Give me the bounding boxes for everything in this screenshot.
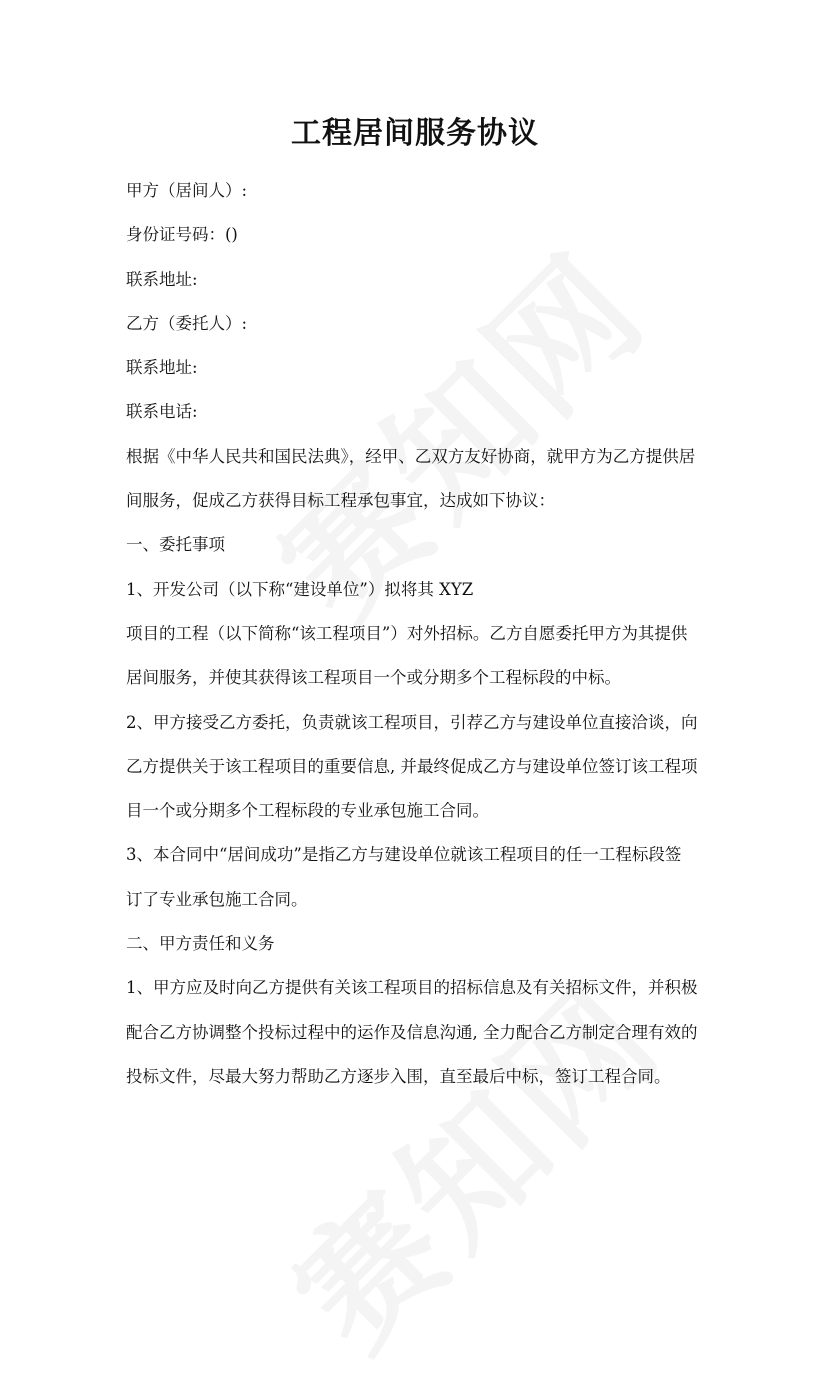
line-party-a: 甲方（居间人）: <box>126 181 248 200</box>
body-line: 2、甲方接受乙方委托，负责就该工程项目，引荐乙方与建设单位直接洽谈，向 <box>126 712 698 732</box>
body-line: 乙方提供关于该工程项目的重要信息, 并最终促成乙方与建设单位签订该工程项 <box>126 756 698 776</box>
line-id-number: 身份证号码：() <box>126 225 238 245</box>
document-title: 工程居间服务协议 <box>291 116 539 151</box>
document-body <box>126 169 708 1099</box>
body-line: 投标文件，尽最大努力帮助乙方逐步入围，直至最后中标，签订工程合同。 <box>126 1066 671 1086</box>
line-party-b: 乙方（委托人）: <box>126 313 248 333</box>
body-line: 订了专业承包施工合同。 <box>126 889 308 909</box>
body-line: 3、本合同中“居间成功”是指乙方与建设单位就该工程项目的任一工程标段签 <box>126 845 682 865</box>
body-line: 间服务，促成乙方获得目标工程承包事宜，达成如下协议： <box>126 491 555 511</box>
body-line: 1、甲方应及时向乙方提供有关该工程项目的招标信息及有关招标文件，并积极 <box>126 978 698 998</box>
section-heading-1: 一、委托事项 <box>126 535 225 555</box>
line-address-b: 联系地址: <box>126 358 198 378</box>
line-address-a: 联系地址: <box>126 269 198 289</box>
section-heading-2: 二、甲方责任和义务 <box>126 934 275 954</box>
body-line: 根据《中华人民共和国民法典》，经甲、乙双方友好协商，就甲方为乙方提供居 <box>126 446 696 466</box>
body-line: 目一个或分期多个工程标段的专业承包施工合同。 <box>126 801 489 821</box>
line-phone: 联系电话: <box>126 402 198 422</box>
body-line: 居间服务，并使其获得该工程项目一个或分期多个工程标段的中标。 <box>126 668 621 688</box>
body-line: 1、开发公司（以下称“建设单位”）拟将其 XYZ <box>126 579 474 599</box>
body-line: 配合乙方协调整个投标过程中的运作及信息沟通, 全力配合乙方制定合理有效的 <box>126 1022 698 1042</box>
body-line: 项目的工程（以下简称“该工程项目”）对外招标。乙方自愿委托甲方为其提供 <box>126 623 688 643</box>
